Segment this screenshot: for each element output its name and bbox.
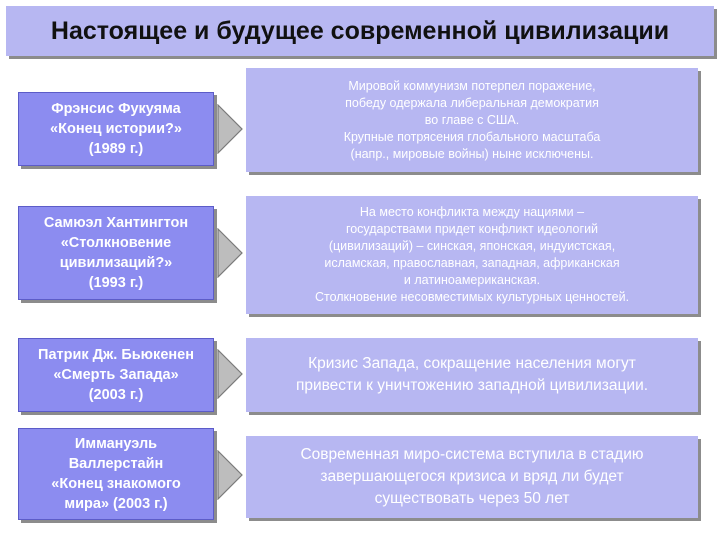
arrow-right-icon (217, 450, 243, 500)
author-line: мира» (2003 г.) (64, 496, 168, 512)
description-line: Кризис Запада, сокращение населения могут (308, 355, 636, 372)
author-line: Валлерстайн (68, 456, 164, 472)
description-line: (цивилизаций) – синская, японская, индуистская, (328, 239, 616, 253)
description-box-wallerstein (246, 436, 698, 518)
author-line: «Смерть Запада» (53, 367, 179, 383)
author-line: (1989 г.) (88, 141, 144, 157)
author-line: цивилизаций?» (59, 255, 173, 271)
description-box-buchanan (246, 338, 698, 412)
arrow-right-icon (217, 228, 243, 278)
description-box-huntington (246, 196, 698, 314)
description-line: существовать через 50 лет (374, 490, 570, 507)
author-box-fukuyama (18, 92, 214, 166)
description-box-fukuyama (246, 68, 698, 172)
description-line: (напр., мировые войны) ныне исключены. (350, 146, 594, 161)
page-title: Настоящее и будущее современной цивилизации (50, 17, 670, 45)
author-line: «Столкновение (60, 235, 172, 251)
title-bar (6, 6, 714, 56)
description-line: привести к уничтожению западной цивилизации. (295, 377, 649, 394)
author-line: Самюэл Хантингтон (43, 215, 189, 231)
author-box-wallerstein (18, 428, 214, 520)
description-line: завершающегося кризиса и вряд ли будет (320, 468, 624, 485)
description-line: исламская, православная, западная, африканская (324, 256, 620, 270)
author-line: (2003 г.) (88, 387, 144, 403)
author-line: (1993 г.) (88, 275, 144, 291)
description-line: На место конфликта между нациями – (359, 205, 585, 219)
author-line: «Конец знакомого (51, 476, 181, 492)
arrow-right-icon (217, 349, 243, 399)
description-line: Крупные потрясения глобального масштаба (343, 129, 601, 144)
description-line: Столкновение несовместимых культурных ценностей. (314, 290, 630, 304)
author-line: Патрик Дж. Бьюкенен (38, 347, 194, 363)
description-line: Современная миро-система вступила в стадию (300, 446, 644, 463)
description-line: и латиноамериканская. (403, 273, 541, 287)
author-line: «Конец истории?» (50, 121, 182, 137)
description-line: победу одержала либеральная демократия (345, 95, 599, 110)
description-line: во главе с США. (424, 112, 520, 127)
author-box-buchanan (18, 338, 214, 412)
author-line: Иммануэль (74, 436, 158, 452)
description-line: государствами придет конфликт идеологий (345, 222, 599, 236)
author-box-huntington (18, 206, 214, 300)
description-line: Мировой коммунизм потерпел поражение, (348, 78, 596, 93)
author-line: Фрэнсис Фукуяма (51, 101, 181, 117)
arrow-right-icon (217, 104, 243, 154)
